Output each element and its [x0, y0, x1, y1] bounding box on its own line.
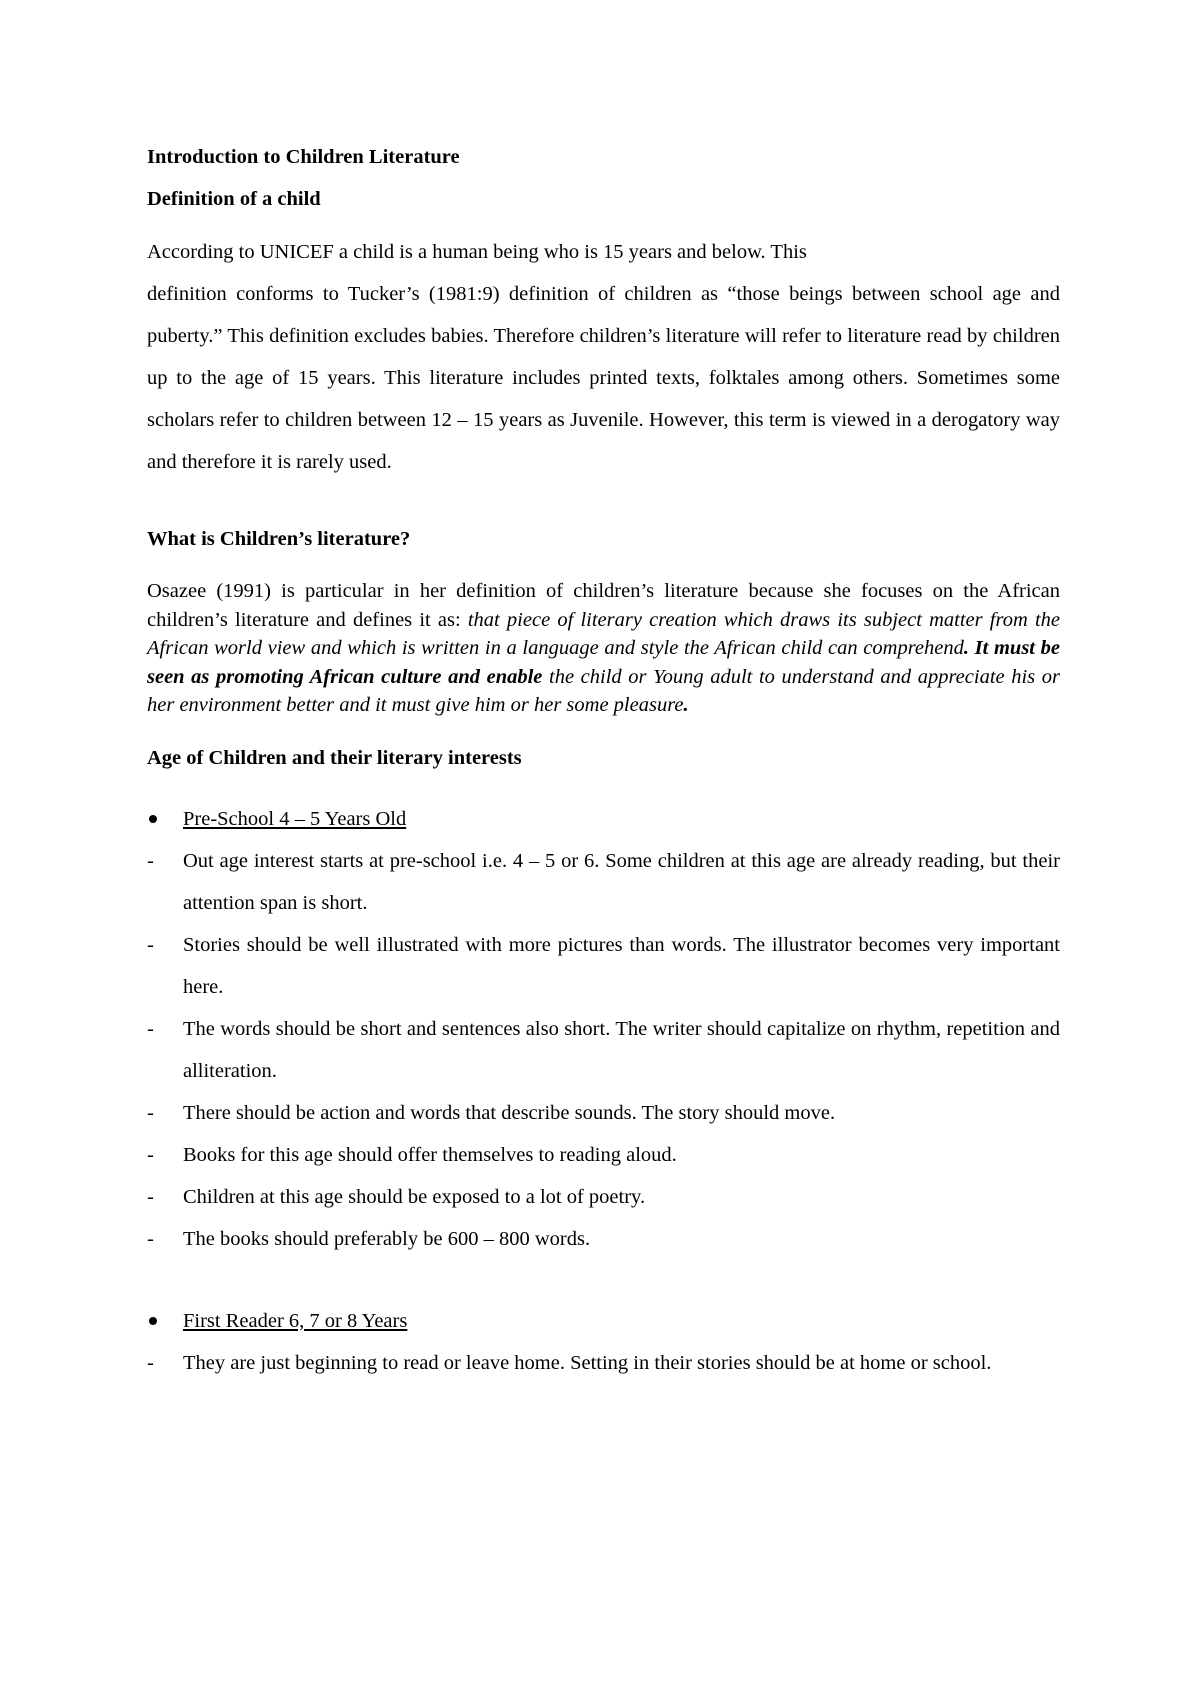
dash-marker: -	[147, 1227, 154, 1250]
bullet-label: Pre-School 4 – 5 Years Old	[183, 807, 407, 830]
dash-marker: -	[147, 1017, 154, 1040]
bullet-first-reader	[147, 1300, 1060, 1342]
bullet-dot-icon	[149, 815, 157, 823]
osazee-quote-part3: the child or Young adult to understand and appreciate his or her environment better and it must give him or her some pleasure	[147, 665, 1060, 716]
list-item-text: The books should preferably be 600 – 800 words.	[183, 1227, 591, 1250]
list-item-text: The words should be short and sentences also short. The writer should capitalize on rhythm, repetition and alliteration.	[183, 1017, 1060, 1082]
section-heading-what-is: What is Children’s literature?	[147, 528, 411, 550]
bullet-dot-icon	[149, 1317, 157, 1325]
list-item-text: Books for this age should offer themselves to reading aloud.	[183, 1143, 677, 1166]
dash-marker: -	[147, 849, 154, 872]
list-item-text: There should be action and words that describe sounds. The story should move.	[183, 1101, 836, 1124]
list-item	[147, 1176, 1060, 1218]
osazee-quote-part2: . It must be seen as promoting African culture and enable	[147, 637, 1061, 688]
osazee-quote-part1: that piece of literary creation which draws its subject matter from the African world view and which is written in a language and style the African child can comprehend	[147, 608, 1061, 659]
bullet-preschool	[147, 798, 1060, 840]
osazee-quote-end: .	[683, 694, 689, 716]
dash-marker: -	[147, 933, 154, 956]
bullet-label: First Reader 6, 7 or 8 Years	[183, 1309, 408, 1332]
list-item-text: Out age interest starts at pre-school i.e. 4 – 5 or 6. Some children at this age are already reading, but their attention span is short.	[183, 849, 1060, 914]
document-title: Introduction to Children Literature	[147, 146, 460, 168]
dash-marker: -	[147, 1143, 154, 1166]
osazee-paragraph	[147, 577, 1060, 720]
dash-marker: -	[147, 1351, 154, 1374]
dash-marker: -	[147, 1101, 154, 1124]
list-item	[147, 1092, 1060, 1134]
first-reader-list	[147, 1342, 1060, 1384]
osazee-intro: Osazee (1991) is particular in her definition of children’s literature because she focuses on the African children’s literature and defines it as:	[147, 580, 1060, 631]
definition-paragraph	[147, 231, 1060, 483]
list-item	[147, 1342, 1060, 1384]
list-item	[147, 1008, 1060, 1092]
definition-body: definition conforms to Tucker’s (1981:9) definition of children as “those beings between school age and puberty.” This definition excludes babies. Therefore children’s literature will refer to literature read by children up to the age of 15 years. This literature includes printed texts, folktales among others. Sometimes some scholars refer to children between 12 – 15 years as Juvenile. However, this term is viewed in a derogatory way and therefore it is rarely used.	[147, 283, 1060, 473]
list-item	[147, 840, 1060, 924]
list-item-text: They are just beginning to read or leave home. Setting in their stories should be at home or school.	[183, 1351, 992, 1374]
list-item	[147, 1134, 1060, 1176]
list-item-text: Children at this age should be exposed to a lot of poetry.	[183, 1185, 646, 1208]
preschool-list	[147, 840, 1060, 1260]
dash-marker: -	[147, 1185, 154, 1208]
section-heading-definition: Definition of a child	[147, 188, 321, 210]
definition-first-line: According to UNICEF a child is a human being who is 15 years and below. This	[147, 241, 807, 263]
section-heading-age: Age of Children and their literary interests	[147, 746, 522, 769]
document-content	[147, 141, 1060, 1384]
list-item	[147, 1218, 1060, 1260]
list-item	[147, 924, 1060, 1008]
list-item-text: Stories should be well illustrated with more pictures than words. The illustrator becomes very important here.	[183, 933, 1060, 998]
